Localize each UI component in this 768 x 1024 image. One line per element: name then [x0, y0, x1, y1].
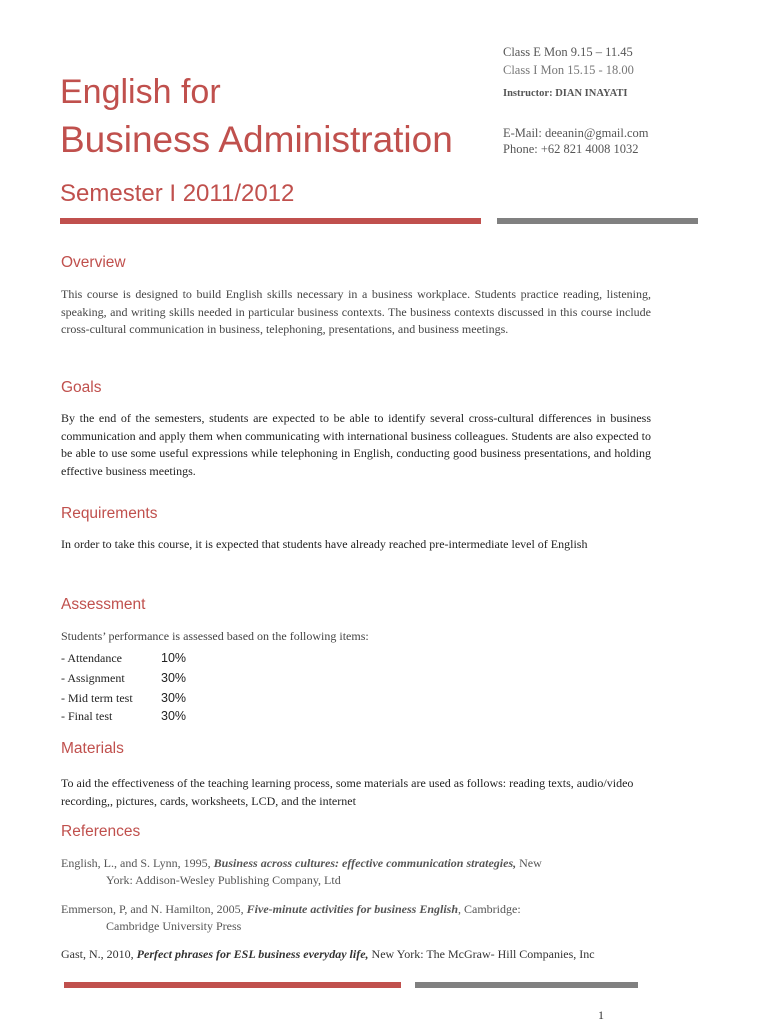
class-schedule-i: Class I Mon 15.15 - 18.00: [503, 63, 634, 77]
instructor-label: Instructor: DIAN INAYATI: [503, 88, 628, 99]
materials-heading: Materials: [61, 740, 124, 757]
assessment-item: [61, 649, 186, 668]
assessment-heading: Assessment: [61, 596, 146, 613]
references-heading: References: [61, 823, 141, 840]
assessment-item-value: 30%: [161, 691, 187, 705]
overview-heading: Overview: [61, 254, 126, 271]
page-number: 1: [598, 1008, 604, 1022]
title-line-2: Business Administration: [60, 119, 453, 160]
reference-continuation: Cambridge University Press: [106, 919, 242, 933]
reference-item: [61, 855, 651, 889]
reference-publisher: , Cambridge:: [458, 902, 521, 916]
reference-item: [61, 946, 651, 963]
reference-author: Emmerson, P, and N. Hamilton, 2005,: [61, 902, 247, 916]
reference-title: Perfect phrases for ESL business everyday life,: [136, 947, 369, 961]
assessment-intro: Students’ performance is assessed based on the following items:: [61, 629, 369, 643]
reference-title: Five-minute activities for business English: [246, 902, 459, 916]
footer-divider-red: [64, 982, 401, 988]
assessment-item-label: - Final test: [61, 709, 113, 723]
overview-text: This course is designed to build English skills necessary in a business workplace. Students practice reading, listening, speaking, and writing skills needed in particular business contexts. The business contexts discussed in this course include cross-cultural communication in business, telephoning, presentations, and business meetings.: [61, 287, 651, 336]
reference-publisher: New: [516, 856, 542, 870]
header-divider-gray: [497, 218, 698, 224]
assessment-item: [61, 689, 186, 708]
goals-heading: Goals: [61, 379, 102, 396]
assessment-item: [61, 707, 186, 726]
requirements-heading: Requirements: [61, 505, 158, 522]
reference-publisher: New York: The McGraw- Hill Companies, Inc: [368, 947, 595, 961]
reference-continuation: York: Addison-Wesley Publishing Company, Ltd: [106, 873, 341, 887]
requirements-text: In order to take this course, it is expected that students have already reached pre-intermediate level of English: [61, 537, 588, 551]
assessment-item-value: 30%: [161, 671, 187, 685]
email-label: E-Mail: deeanin@gmail.com: [503, 126, 649, 140]
header-divider-red: [60, 218, 481, 224]
materials-text: To aid the effectiveness of the teaching learning process, some materials are used as follows: reading texts, audio/video recording,, pictures, cards, worksheets, LCD, and the internet: [61, 776, 634, 808]
class-schedule-e: Class E Mon 9.15 – 11.45: [503, 45, 633, 59]
assessment-item-value: 10%: [161, 651, 187, 665]
reference-title: Business across cultures: effective communication strategies,: [213, 856, 517, 870]
reference-author: English, L., and S. Lynn, 1995,: [61, 856, 214, 870]
assessment-item-label: - Attendance: [61, 651, 122, 665]
reference-item: [61, 901, 651, 935]
footer-divider-gray: [415, 982, 638, 988]
reference-author: Gast, N., 2010,: [61, 947, 137, 961]
phone-label: Phone: +62 821 4008 1032: [503, 142, 639, 156]
title-line-1: English for: [60, 73, 221, 111]
assessment-item: [61, 669, 186, 688]
assessment-item-label: - Assignment: [61, 671, 125, 685]
semester-label: Semester I 2011/2012: [60, 180, 295, 207]
goals-text: By the end of the semesters, students are expected to be able to identify several cross-cultural differences in business communication and apply them when communicating with international business colleagues. Students are also expected to be able to use some useful expressions while telephoning in English, conducting good business presentations, and holding effective business meetings.: [61, 411, 651, 478]
assessment-item-value: 30%: [161, 709, 187, 723]
assessment-item-label: - Mid term test: [61, 691, 133, 705]
